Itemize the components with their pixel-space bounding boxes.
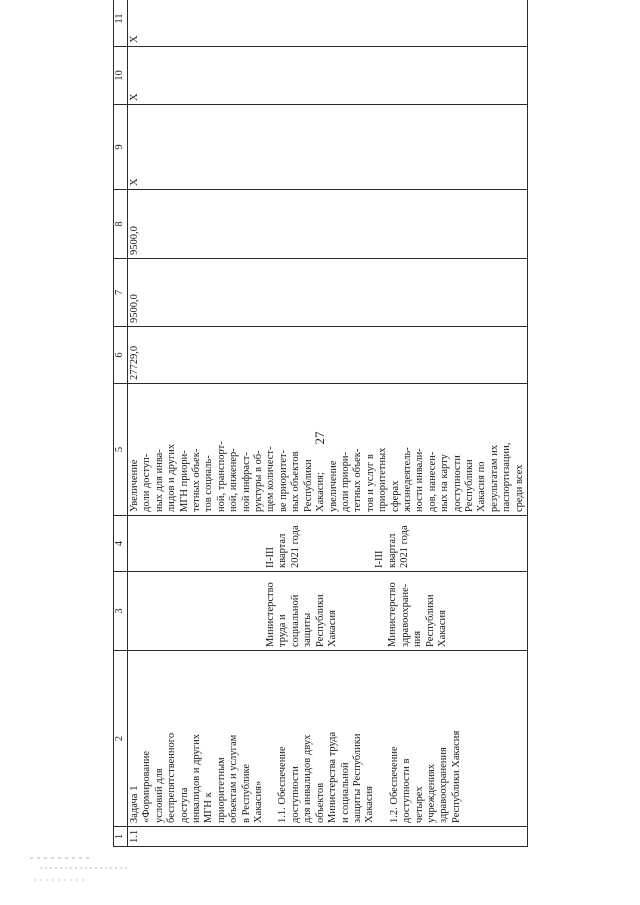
header-cell-6: 6	[114, 327, 128, 384]
header-cell-9: 9	[114, 105, 128, 190]
header-cell-2: 2	[114, 651, 128, 827]
header-row	[114, 0, 128, 847]
task-cell	[128, 651, 528, 827]
header-cell-8: 8	[114, 190, 128, 259]
rotated-page-content	[113, 13, 526, 847]
item-2-name: 1.2. Обеспечение доступности в четырех учреждениях здравоохранения Республики Хакасия	[388, 730, 462, 823]
value-cell-10: X	[128, 47, 528, 105]
program-table	[113, 0, 528, 847]
table-row	[128, 0, 528, 847]
indicators-cell: Увеличение доли доступ- ных для инва- лидов и других МГН приори- тетных объек- тов социаль- ной, транспорт- ной, инженер- ной инфраст- руктуры в об- щем количест- ве приоритет- ных объектов Республики Хакасия; увеличение доли приори- тетных объек- тов и услуг в приоритетных сферах жизнедеятель- ности инвали- дов, нанесен- ных на карту доступности Республики Хакасия по результатам их паспортизации, среди всех	[128, 384, 528, 516]
task-title: Задача 1 «Формирование условий для беспрепятственного доступа инвалидов и других МГН к приоритетным объектам и услугам в Республике Хакасия»	[129, 732, 265, 823]
header-cell-7: 7	[114, 259, 128, 327]
value-cell-9: X	[128, 105, 528, 190]
header-cell-11: 11	[114, 0, 128, 47]
header-cell-1: 1	[114, 827, 128, 847]
page-number: 27	[312, 431, 327, 445]
item-2-deadline: I-III квартал 2021 года	[374, 525, 411, 568]
item-1-executor: Министерство труда и социальной защиты Республики Хакасия	[265, 582, 339, 647]
header-cell-4: 4	[114, 516, 128, 572]
value-cell-7: 9500,0	[128, 259, 528, 327]
header-cell-3: 3	[114, 572, 128, 651]
scan-artifact	[30, 853, 148, 893]
item-1-deadline: II-III квартал 2021 года	[265, 525, 301, 568]
header-cell-10: 10	[114, 47, 128, 105]
value-cell-11: X	[128, 0, 528, 47]
item-2-executor: Министерство здравоохране- ния Республики Хакасия	[387, 582, 449, 647]
row-id-cell: 1.1	[128, 827, 528, 847]
value-cell-6: 27729,0	[128, 327, 528, 384]
executor-cell	[128, 572, 528, 651]
header-cell-5: 5	[114, 384, 128, 516]
item-1-name: 1.1. Обеспечение доступности для инвалидов двух объектов Министерства труда и социальной защиты Республики Хакасия	[277, 731, 376, 823]
value-cell-8: 9500,0	[128, 190, 528, 259]
deadline-cell	[128, 516, 528, 572]
